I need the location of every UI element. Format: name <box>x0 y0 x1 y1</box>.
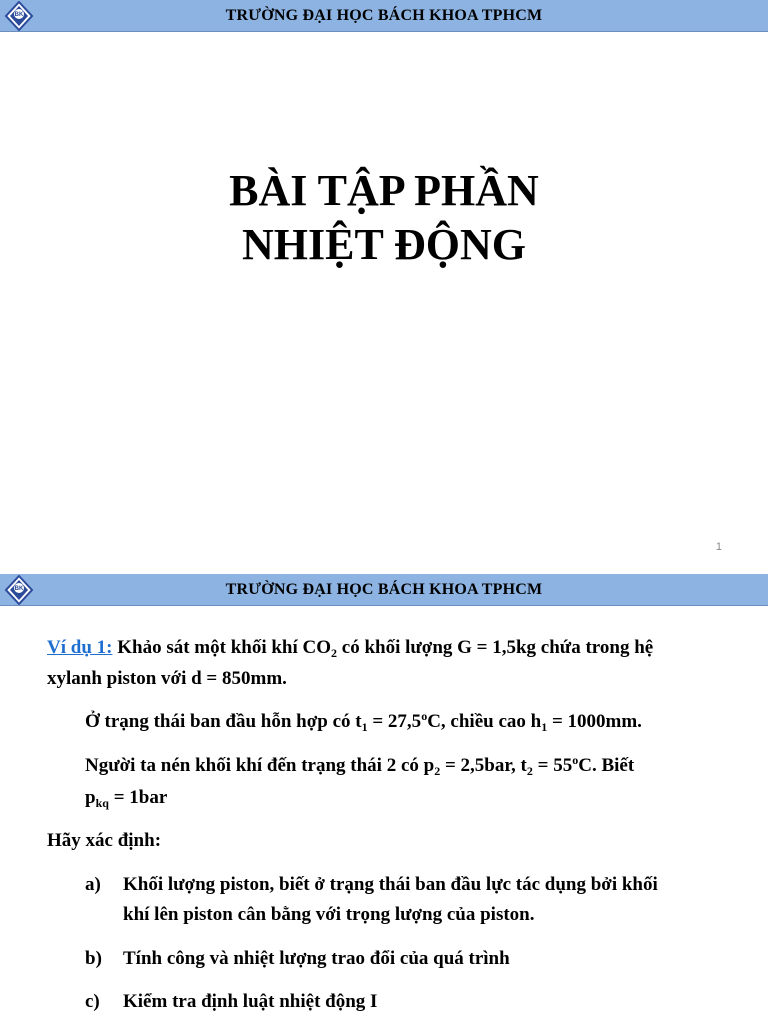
problem-statement-line-2: xylanh piston với d = 850mm. <box>47 668 287 689</box>
exercise-body <box>47 574 732 1024</box>
slide-header <box>0 0 768 32</box>
svg-text:BK: BK <box>14 586 24 592</box>
initial-state-line: Ở trạng thái ban đầu hỗn hợp có $t_1 = 27,5^oC$, chiều cao $h_1 = 1000mm$. <box>85 709 642 734</box>
svg-text:BK: BK <box>14 12 24 18</box>
item-text-line-2: khí lên piston cân bằng với trọng lượng của piston. <box>123 904 535 925</box>
item-label: c) <box>85 991 100 1012</box>
cover-title-line-1: BÀI TẬP PHẦN <box>229 166 539 215</box>
item-text-line-1: Kiểm tra định luật nhiệt động I <box>123 991 378 1012</box>
slide-2 <box>0 574 768 1024</box>
question-prompt: Hãy xác định: <box>47 830 162 851</box>
page-number: 1 <box>715 541 722 553</box>
item-text-line-1: Tính công và nhiệt lượng trao đổi của quá trình <box>123 948 510 969</box>
item-label: b) <box>85 948 102 969</box>
problem-statement-line-1: Ví dụ 1: Khảo sát một khối khí $CO_2$ có khối lượng G = 1,5kg chứa trong hệ <box>47 637 654 660</box>
compression-line-1: Người ta nén khối khí đến trạng thái 2 có $p_2 = 2,5bar$, $t_2 = 55^oC$. Biết <box>85 753 635 778</box>
header-title: TRƯỜNG ĐẠI HỌC BÁCH KHOA TPHCM <box>225 7 543 24</box>
example-label: Ví dụ 1: <box>47 637 113 658</box>
cover-title-line-2: NHIỆT ĐỘNG <box>241 220 527 269</box>
compression-line-2: $p_{kq} = 1bar$ <box>85 787 168 810</box>
header-title: TRƯỜNG ĐẠI HỌC BÁCH KHOA TPHCM <box>225 581 543 598</box>
item-label: a) <box>85 874 101 895</box>
cover-title <box>0 164 768 272</box>
item-text-line-1: Khối lượng piston, biết ở trạng thái ban đầu lực tác dụng bởi khối <box>123 874 658 895</box>
